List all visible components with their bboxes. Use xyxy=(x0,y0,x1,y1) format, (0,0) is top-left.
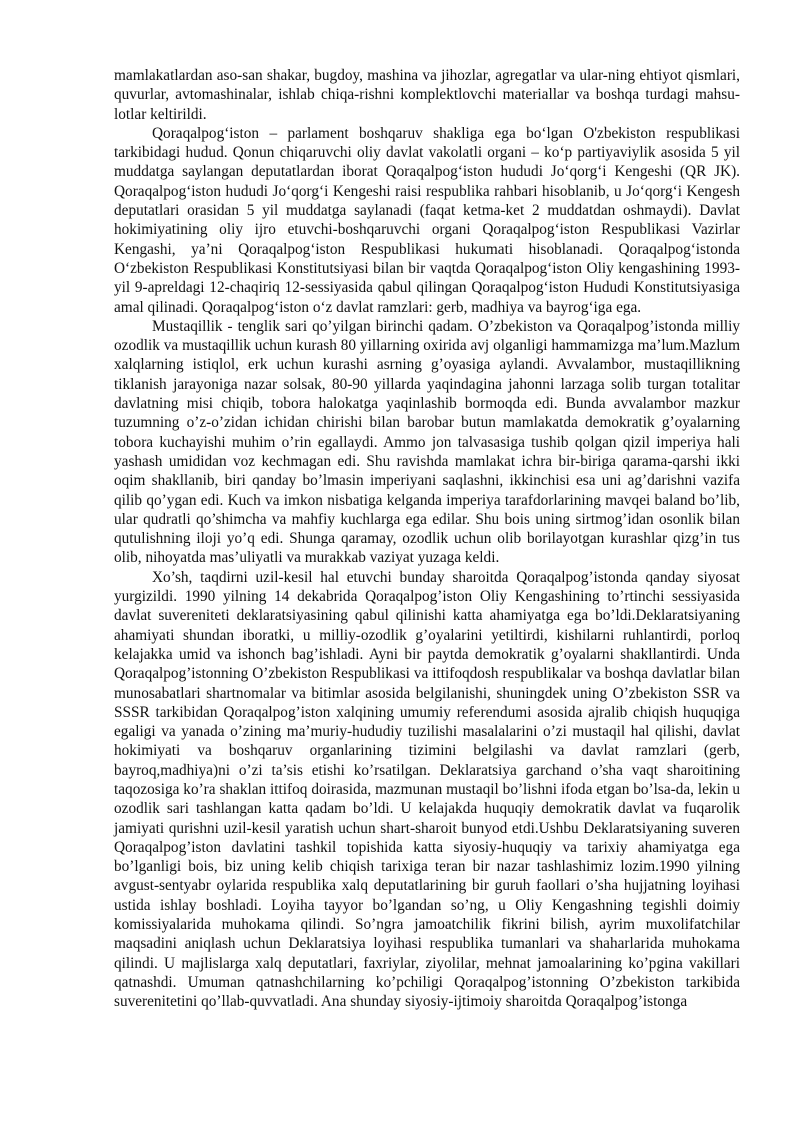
paragraph-independence-struggle: Mustaqillik - tenglik sari qo’yilgan birinchi qadam. O’zbekiston va Qoraqalpog’istonda milliy ozodlik va mustaqillik uchun kurash 80 yillarning oxirida avj olganligi hammamizga ma’lum.Mazlum xalqlarning istiqlol, erk uchun kurashi asrning g’oyasiga aylandi. Avvalambor, mustaqillikning tiklanish jarayoniga nazar solsak, 80-90 yillarda yaqindagina jahonni larzaga solib turgan totalitar davlatning misi chiqib, tobora halokatga yaqinlashib bormoqda edi. Bunda avvalambor mazkur tuzumning o’z-o’zidan ichidan chirishi bilan barobar butun mamlakatda demokratik g’oyalarning tobora kuchayishi muhim o’rin egallaydi. Ammo jon talvasasiga tushib qolgan qizil imperiya hali yashash umididan voz kechmagan edi. Shu ravishda mamlakat ichra bir-biriga qarama-qarshi ikki oqim shakllanib, biri qanday bo’lmasin imperiyani saqlashni, ikkinchisi esa uni ag’darishni vazifa qilib qo’ygan edi. Kuch va imkon nisbatiga kelganda imperiya tarafdorlarining mavqei baland bo’lib, ular qudratli qo’shimcha va mahfiy kuchlarga ega edilar. Shu bois uning sirtmog’idan osonlik bilan qutulishning iloji yo’q edi. Shunga qaramay, ozodlik uchun olib borilayotgan kurashlar qizg’in tus olib, nihoyatda mas’uliyatli va murakkab vaziyat yuzaga keldi. xyxy=(114,317,740,567)
paragraph-karakalpakstan-government: Qoraqalpogʻiston – parlament boshqaruv shakliga ega boʻlgan O'zbekiston respublikasi tarkibidagi hudud. Qonun chiqaruvchi oliy davlat vakolatli organi – koʻp partiyaviylik asosida 5 yil muddatga saylangan deputatlardan iborat Qoraqalpogʻiston hududi Joʻqorgʻi Kengeshi (QR JK). Qoraqalpogʻiston hududi Joʻqorgʻi Kengeshi raisi respublika rahbari hisoblanib, u Joʻqorgʻi Kengesh deputatlari orasidan 5 yil muddatga saylanadi (faqat ketma-ket 2 muddatdan oshmaydi). Davlat hokimiyatining oliy ijro etuvchi-boshqaruvchi organi Qoraqalpogʻiston Respublikasi Vazirlar Kengashi, ya’ni Qoraqalpogʻiston Respublikasi hukumati hisoblanadi. Qoraqalpogʻistonda Oʻzbekiston Respublikasi Konstitutsiyasi bilan bir vaqtda Qoraqalpogʻiston Oliy kengashining 1993-yil 9-apreldagi 12-chaqiriq 12-sessiyasida qabul qilingan Qoraqalpogʻiston Hududi Konstitutsiyasiga amal qilinadi. Qoraqalpogʻiston oʻz davlat ramzlari: gerb, madhiya va bayrogʻiga ega. xyxy=(114,124,740,316)
paragraph-imports: mamlakatlardan aso-san shakar, bugdoy, mashina va jihozlar, agregatlar va ular-ning ehtiyot qismlari, quvurlar, avtomashinalar, ishlab chiqa-rishni komplektlovchi materiallar va boshqa turdagi mahsu-lotlar keltirildi. xyxy=(114,67,740,123)
document-page xyxy=(114,66,740,1012)
paragraph-sovereignty-declaration: Xo’sh, taqdirni uzil-kesil hal etuvchi bunday sharoitda Qoraqalpog’istonda qanday siyosat yurgizildi. 1990 yilning 14 dekabrida Qoraqalpog’iston Oliy Kengashining to’rtinchi sessiyasida davlat suvereniteti deklaratsiyasining qabul qilinishi katta ahamiyatga ega bo’ldi.Deklaratsiyaning ahamiyati shundan iboratki, u milliy-ozodlik g’oyalarini yetiltirdi, kishilarni ruhlantirdi, porloq kelajakka umid va ishonch bag’ishladi. Ayni bir paytda demokratik g’oyalarni shakllantirdi. Unda Qoraqalpog’istonning O’zbekiston Respublikasi va ittifoqdosh respublikalar va boshqa davlatlar bilan munosabatlari shartnomalar va bitimlar asosida belgilanishi, shuningdek uning O’zbekiston SSR va SSSR tarkibidan Qoraqalpog’iston xalqining umumiy referendumi asosida ajralib chiqish huquqiga egaligi va yanada o’zining ma’muriy-hududiy tuzilishi masalalarini o’zi mustaqil hal qilishi, davlat hokimiyati va boshqaruv organlarining tizimini belgilashi va davlat ramzlari (gerb, bayroq,madhiya)ni o’zi ta’sis etishi ko’rsatilgan. Deklaratsiya garchand o’sha vaqt sharoitining taqozosiga ko’ra shaklan ittifoq doirasida, mazmunan mustaqil bo’lishni ifoda etgan bo’lsa-da, lekin u ozodlik sari tashlangan katta qadam bo’ldi. U kelajakda huquqiy demokratik davlat va fuqarolik jamiyati qurishni uzil-kesil yaratish uchun shart-sharoit bunyod etdi.Ushbu Deklaratsiyaning suveren Qoraqalpog’iston davlatini tashkil topishida katta siyosiy-huquqiy va tarixiy ahamiyatga ega bo’lganligi bois, biz uning kelib chiqish tarixiga teran bir nazar tashlashimiz lozim.1990 yilning avgust-sentyabr oylarida respublika xalq deputatlarining bir guruh faollari o’sha hujjatning loyihasi ustida ishlay boshladi. Loyiha tayyor bo’lgandan so’ng, u Oliy Kengashning tegishli doimiy komissiyalarida muhokama qilindi. So’ngra jamoatchilik fikrini bilish, ayrim muxolifatchilar maqsadini aniqlash uchun Deklaratsiya loyihasi respublika tumanlari va shaharlarida muhokama qilindi. U majlislarga xalq deputatlari, faxriylar, ziyolilar, mehnat jamoalarining ko’pgina vakillari qatnashdi. Umuman qatnashchilarning ko’pchiligi Qoraqalpog’istonning O’zbekiston tarkibida suverenitetini qo’llab-quvvatladi. Ana shunday siyosiy-ijtimoiy sharoitda Qoraqalpog’istonga xyxy=(114,568,740,1011)
